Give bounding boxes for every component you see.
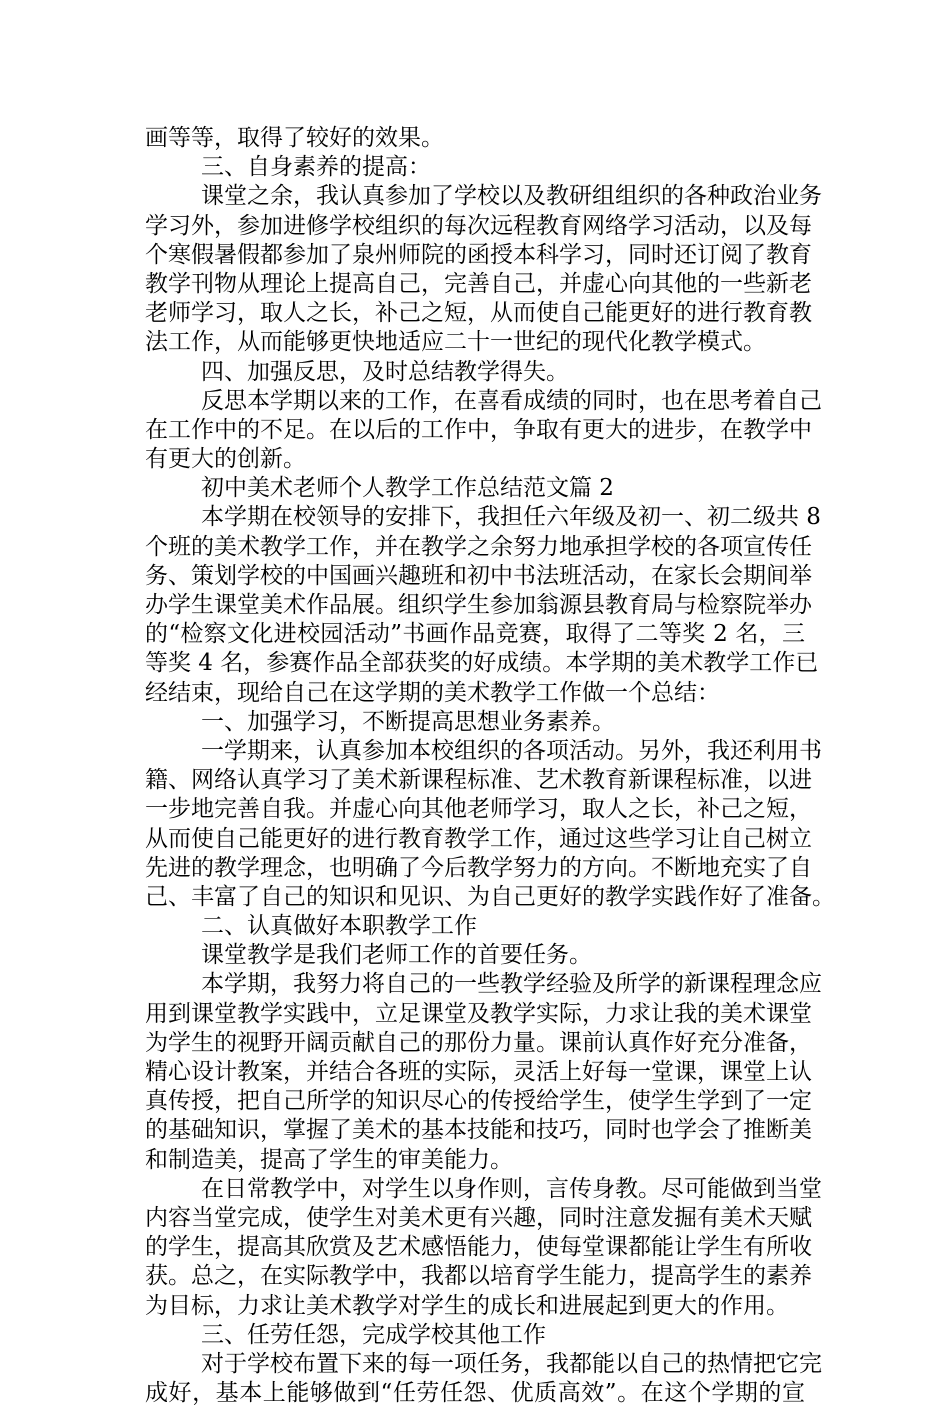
text-line: 真传授，把自己所学的知识尽心的传授给学生，使学生学到了一定 xyxy=(145,1088,812,1115)
text-line: 三、任劳任怨，完成学校其他工作 xyxy=(201,1321,546,1348)
text-line: 的“检察文化进校园活动”书画作品竞赛，取得了二等奖 2 名，三 xyxy=(145,621,805,648)
text-line: 一步地完善自我。并虚心向其他老师学习，取人之长，补己之短， xyxy=(145,796,812,823)
text-line: 为目标，力求让美术教学对学生的成长和进展起到更大的作用。 xyxy=(145,1292,789,1319)
text-line: 精心设计教案，并结合各班的实际，灵活上好每一堂课，课堂上认 xyxy=(145,1059,812,1085)
text-line: 老师学习，取人之长，补己之短，从而使自己能更好的进行教育教 xyxy=(145,300,812,327)
document-body xyxy=(145,124,835,1408)
text-line: 对于学校布置下来的每一项任务，我都能以自己的热情把它完 xyxy=(201,1350,822,1377)
text-line: 务、策划学校的中国画兴趣班和初中书法班活动，在家长会期间举 xyxy=(145,562,812,589)
text-line: 四、加强反思，及时总结教学得失。 xyxy=(201,358,569,385)
text-line: 课堂之余，我认真参加了学校以及教研组组织的各种政治业务 xyxy=(201,183,822,210)
text-line: 三、自身素养的提高： xyxy=(201,154,431,181)
text-line: 个寒假暑假都参加了泉州师院的函授本科学习，同时还订阅了教育 xyxy=(145,241,812,268)
text-line: 有更大的创新。 xyxy=(145,446,306,473)
text-line: 和制造美，提高了学生的审美能力。 xyxy=(145,1146,513,1173)
text-line: 初中美术老师个人教学工作总结范文篇 2 xyxy=(201,475,614,502)
text-line: 本学期，我努力将自己的一些教学经验及所学的新课程理念应 xyxy=(201,971,822,998)
text-line: 为学生的视野开阔贡献自己的那份力量。课前认真作好充分准备， xyxy=(145,1029,812,1056)
text-line: 一、加强学习，不断提高思想业务素养。 xyxy=(201,708,615,735)
text-line: 获。总之，在实际教学中，我都以培育学生能力，提高学生的素养 xyxy=(145,1263,812,1290)
text-line: 个班的美术教学工作，并在教学之余努力地承担学校的各项宣传任 xyxy=(145,533,812,560)
text-line: 一学期来，认真参加本校组织的各项活动。另外，我还利用书 xyxy=(201,737,822,764)
text-line: 成好，基本上能够做到“任劳任怨、优质高效”。在这个学期的宣 xyxy=(145,1380,805,1407)
text-line: 学习外，参加进修学校组织的每次远程教育网络学习活动，以及每 xyxy=(145,212,812,239)
text-line: 等奖 4 名，参赛作品全部获奖的好成绩。本学期的美术教学工作已 xyxy=(145,650,819,677)
text-line: 教学刊物从理论上提高自己，完善自己，并虚心向其他的一些新老 xyxy=(145,270,812,297)
text-line: 画等等，取得了较好的效果。 xyxy=(145,125,444,151)
text-line: 的学生，提高其欣赏及艺术感悟能力，使每堂课都能让学生有所收 xyxy=(145,1234,812,1261)
text-line: 内容当堂完成，使学生对美术更有兴趣，同时注意发掘有美术天赋 xyxy=(145,1204,812,1231)
text-line: 的基础知识，掌握了美术的基本技能和技巧，同时也学会了推断美 xyxy=(145,1117,812,1144)
text-line: 课堂教学是我们老师工作的首要任务。 xyxy=(201,942,592,969)
text-line: 先进的教学理念，也明确了今后教学努力的方向。不断地充实了自 xyxy=(145,854,812,881)
text-line: 从而使自己能更好的进行教育教学工作，通过这些学习让自己树立 xyxy=(145,825,812,852)
text-line: 用到课堂教学实践中，立足课堂及教学实际，力求让我的美术课堂 xyxy=(145,1000,812,1027)
text-line: 二、认真做好本职教学工作 xyxy=(201,913,477,940)
text-line: 在工作中的不足。在以后的工作中，争取有更大的进步，在教学中 xyxy=(145,416,812,443)
text-line: 籍、网络认真学习了美术新课程标准、艺术教育新课程标准，以进 xyxy=(145,767,812,794)
text-line: 己、丰富了自己的知识和见识、为自己更好的教学实践作好了准备。 xyxy=(145,883,835,910)
text-line: 反思本学期以来的工作，在喜看成绩的同时，也在思考着自己 xyxy=(201,387,822,414)
text-line: 在日常教学中，对学生以身作则，言传身教。尽可能做到当堂 xyxy=(201,1175,822,1202)
text-line: 法工作，从而能够更快地适应二十一世纪的现代化教学模式。 xyxy=(145,329,766,356)
text-line: 办学生课堂美术作品展。组织学生参加翁源县教育局与检察院举办 xyxy=(145,592,812,618)
text-line: 本学期在校领导的安排下，我担任六年级及初一、初二级共 8 xyxy=(201,504,821,531)
text-line: 经结束，现给自己在这学期的美术教学工作做一个总结： xyxy=(145,679,720,706)
